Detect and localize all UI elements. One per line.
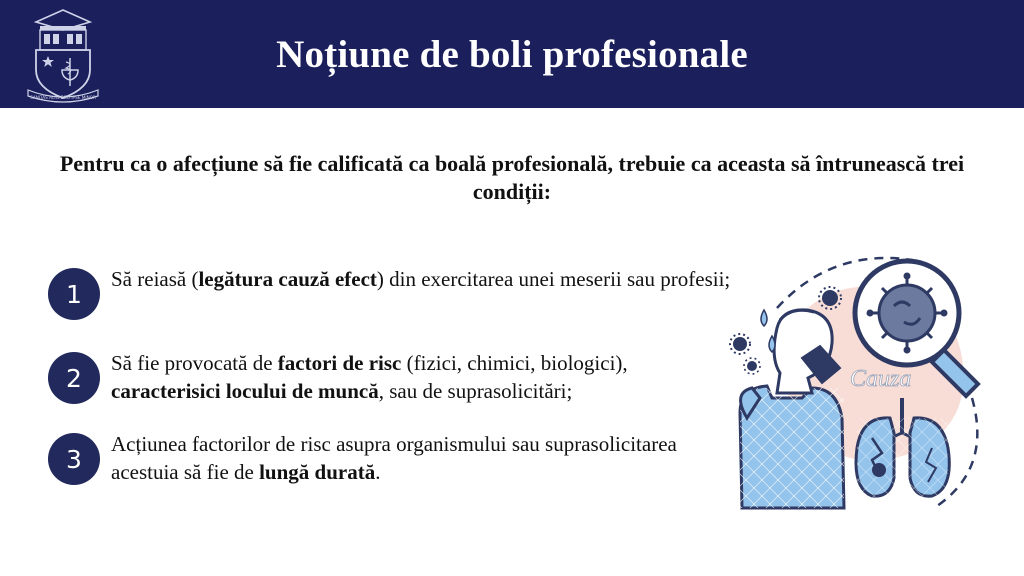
virus-icon: [744, 358, 760, 374]
cause-label: Cauza: [850, 366, 912, 392]
number-badge: [48, 268, 100, 320]
text-part: , sau de suprasolicitări;: [378, 379, 573, 403]
virus-icon: [730, 334, 750, 354]
droplet-icon: [769, 336, 775, 352]
page-title: Noțiune de boli profesionale: [276, 32, 748, 76]
bold-phrase: factori de risc: [277, 351, 402, 375]
condition-text: [111, 430, 731, 486]
header-bar: [0, 0, 1024, 108]
text-part: .: [375, 460, 381, 484]
number-badge: [48, 352, 100, 404]
text-part: ) din exercitarea unei meserii sau profesii;: [376, 267, 731, 291]
text-part: Să reiasă (: [111, 267, 199, 291]
condition-text: [111, 349, 731, 405]
bold-phrase: caracterisici locului de muncă: [111, 379, 379, 403]
bold-phrase: lungă durată: [259, 460, 376, 484]
text-part: (fizici, chimici, biologici),: [401, 351, 628, 375]
text-part: Acțiunea factorilor de risc asupra organismului sau suprasolicitarea acestuia să fie de: [111, 432, 677, 484]
bold-phrase: legătura cauză efect: [198, 267, 377, 291]
text-part: Să fie provocată de: [111, 351, 278, 375]
logo-motto: SANITAS ALIIS EGO IPSE MINOR: [30, 95, 96, 100]
number-badge-label: 1: [66, 279, 82, 309]
number-badge: [48, 433, 100, 485]
intro-text: Pentru ca o afecțiune să fie calificată ca boală profesională, trebuie ca aceasta să întrunească trei condiții:: [59, 151, 965, 204]
number-badge-label: 3: [66, 444, 82, 474]
disease-cause-illustration: [722, 248, 1012, 518]
condition-text: [111, 265, 731, 293]
number-badge-label: 2: [66, 363, 82, 393]
droplet-icon: [761, 310, 767, 326]
